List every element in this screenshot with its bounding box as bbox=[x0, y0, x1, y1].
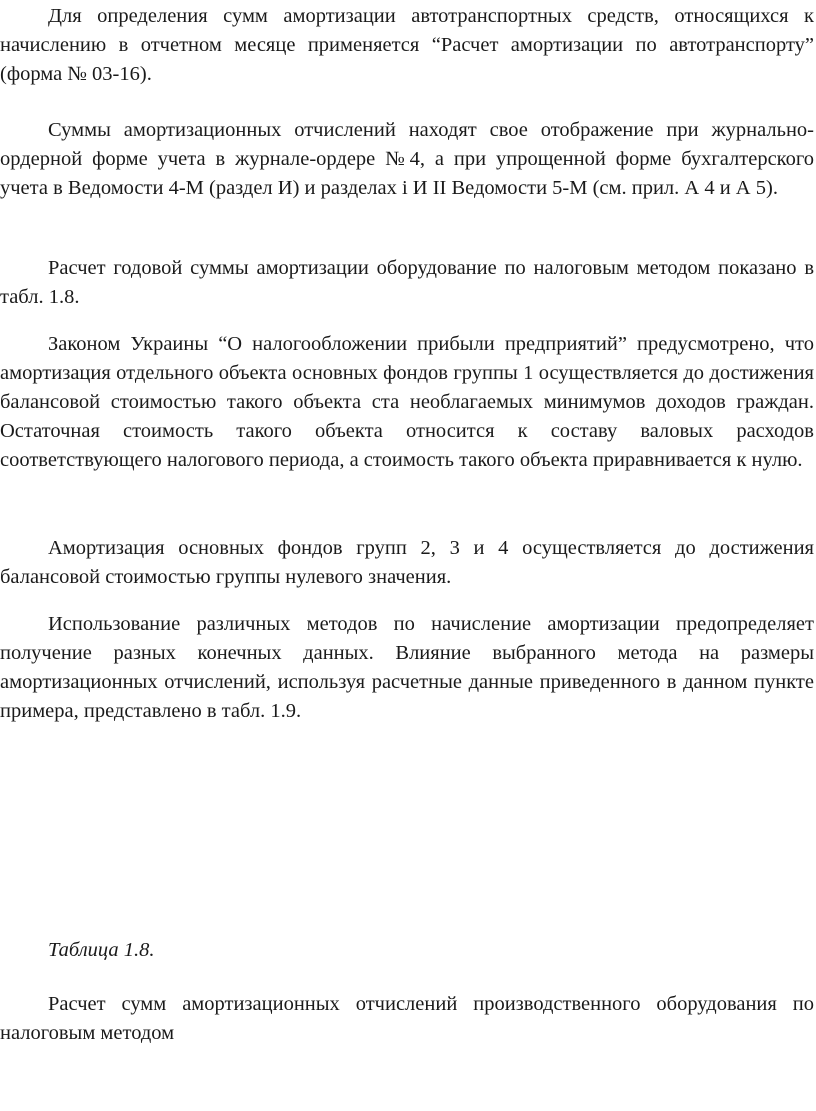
paragraph-depreciation-reflection: Суммы амортизационных отчислений находят свое отображение при журнально-ордерной форме учета в журнале-ордере №4, а при упрощенной форме бухгалтерского учета в Ведомости 4-М (раздел И) и разделах і И ІІ Ведомости 5-М (см. прил. А 4 и А 5). bbox=[0, 119, 814, 199]
paragraph-methods-usage: Использование различных методов по начисление амортизации предопределяет получение разных конечных данных. Влияние выбранного метода на размеры амортизационных отчислений, используя расчетные данные приведенного в данном пункте примера, представлено в табл. 1.9. bbox=[0, 613, 814, 722]
paragraph-transport-depreciation: Для определения сумм амортизации автотранспортных средств, относящихся к начислению в отчетном месяце применяется “Расчет амортизации по автотранспорту” (форма № 03-16). bbox=[0, 5, 814, 85]
paragraph-groups-depreciation: Амортизация основных фондов групп 2, 3 и 4 осуществляется до достижения балансовой стоимостью группы нулевого значения. bbox=[0, 537, 814, 588]
table-title: Расчет сумм амортизационных отчислений производственного оборудования по налоговым методом bbox=[0, 993, 814, 1044]
table-caption: Таблица 1.8. bbox=[48, 939, 155, 961]
paragraph-ukraine-law: Законом Украины “О налогообложении прибыли предприятий” предусмотрено, что амортизация отдельного объекта основных фондов группы 1 осуществляется до достижения балансовой стоимостью такого объекта ста необлагаемых минимумов доходов граждан. Остаточная стоимость такого объекта относится к составу валовых расходов соответствующего налогового периода, а стоимость такого объекта приравнивается к нулю. bbox=[0, 333, 814, 471]
paragraph-annual-calculation: Расчет годовой суммы амортизации оборудование по налоговым методом показано в табл. 1.8. bbox=[0, 257, 814, 308]
